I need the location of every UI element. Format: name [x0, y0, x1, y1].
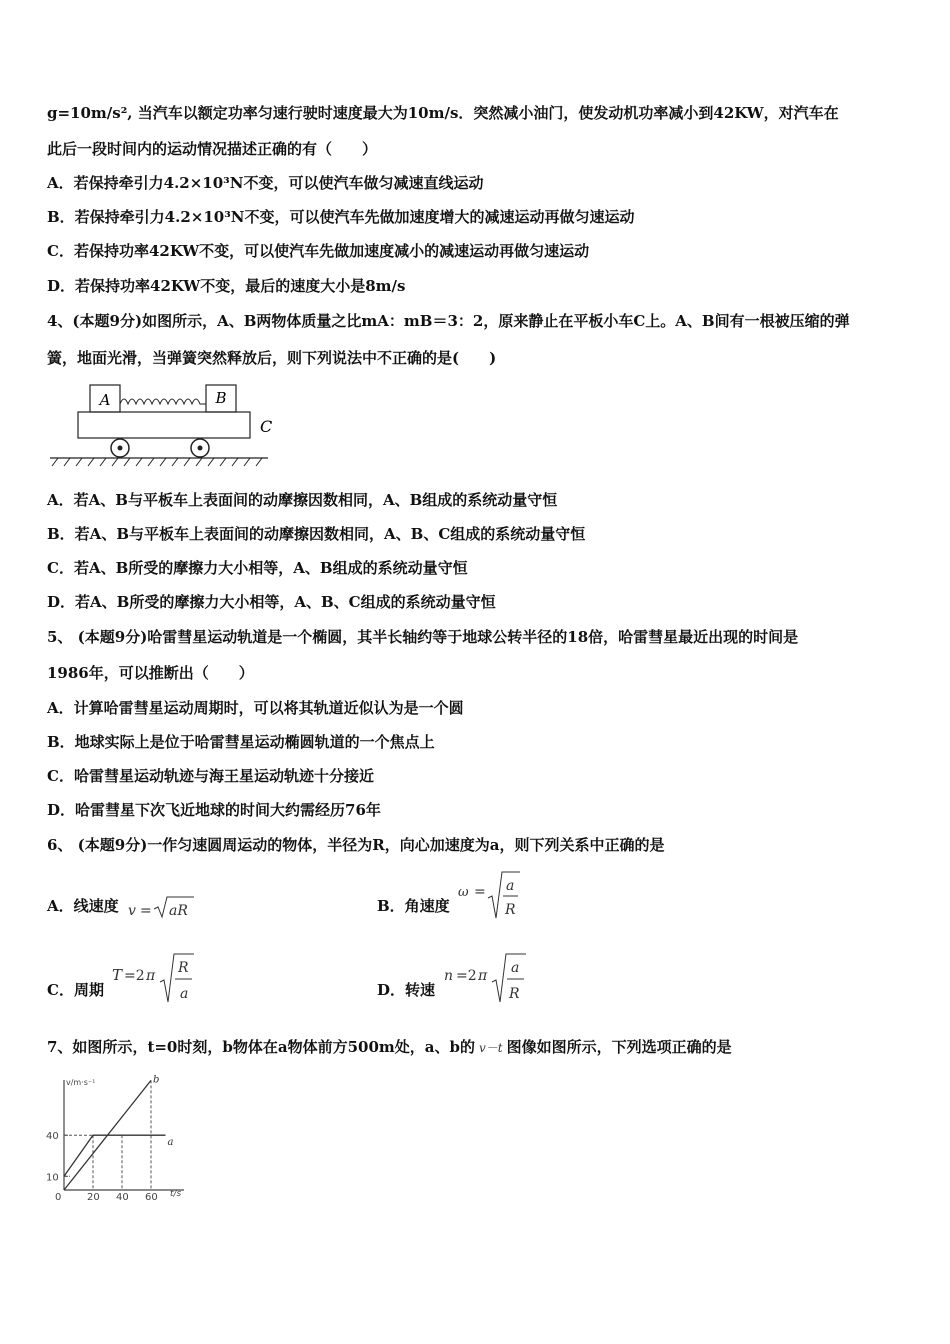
- q3-option-b: B．若保持牵引力4.2×10³N不变，可以使汽车先做加速度增大的减速运动再做匀速运动: [47, 208, 635, 226]
- q6-option-d-label: D．转速: [377, 981, 436, 999]
- series-label-a: a: [167, 1137, 174, 1149]
- vt-chart: [42, 1072, 192, 1200]
- x-tick-label: 60: [145, 1192, 158, 1200]
- svg-text:R: R: [509, 986, 520, 1002]
- q4-stem-line2: 簧，地面光滑，当弹簧突然释放后，则下列说法中不正确的是( ): [47, 349, 497, 367]
- series-label-b: b: [153, 1074, 160, 1086]
- y-tick-label: 10: [46, 1172, 59, 1184]
- svg-text:T: T: [112, 966, 123, 984]
- q6-option-d: [377, 979, 435, 1000]
- svg-text:π: π: [478, 968, 488, 984]
- q5-option-d: D．哈雷彗星下次飞近地球的时间大约需经历76年: [47, 801, 381, 819]
- svg-text:aR: aR: [169, 903, 188, 919]
- q6-option-a-label: A．线速度: [47, 897, 119, 915]
- q5-option-a: A．计算哈雷彗星运动周期时，可以将其轨道近似认为是一个圆: [47, 699, 464, 717]
- ground-hatch: [52, 458, 262, 466]
- x-tick-label: 20: [87, 1192, 100, 1200]
- svg-text:π: π: [146, 968, 156, 984]
- q4-option-d: D．若A、B所受的摩擦力大小相等，A、B、C组成的系统动量守恒: [47, 593, 496, 611]
- q6-formula-d: [442, 952, 532, 1006]
- cart-label: C: [260, 417, 273, 436]
- q6-formula-b: [456, 870, 526, 922]
- svg-text:v: v: [128, 903, 136, 919]
- q6-formula-a: [126, 893, 196, 923]
- svg-text:a: a: [511, 960, 520, 976]
- q7-stem-part1: 7、如图所示，t=0时刻，b物体在a物体前方500m处，a、b的: [47, 1038, 475, 1056]
- q3-option-d: D．若保持功率42KW不变，最后的速度大小是8m/s: [47, 277, 406, 295]
- q5-option-b: B．地球实际上是位于哈雷彗星运动椭圆轨道的一个焦点上: [47, 733, 435, 751]
- q5-stem-line2: 1986年，可以推断出（ ）: [47, 664, 254, 682]
- svg-text:=2: =2: [456, 968, 477, 984]
- q6-option-b: [377, 895, 450, 916]
- q4-stem-line1: 4、(本题9分)如图所示，A、B两物体质量之比mA：mB＝3：2，原来静止在平板小车C上。A、B间有一根被压缩的弹: [47, 312, 850, 330]
- x-tick-label: 40: [116, 1192, 129, 1200]
- q6-option-c: [47, 979, 104, 1000]
- q3-option-c: C．若保持功率42KW不变，可以使汽车先做加速度减小的减速运动再做匀速运动: [47, 242, 590, 260]
- q6-formula-c: [110, 952, 200, 1006]
- q6-option-a: [47, 895, 119, 916]
- q6-option-c-label: C．周期: [47, 981, 104, 999]
- q5-option-c: C．哈雷彗星运动轨迹与海王星运动轨迹十分接近: [47, 767, 374, 785]
- svg-text:=2: =2: [124, 968, 145, 984]
- block-b-label: B: [215, 389, 227, 407]
- x-tick-label: 0: [55, 1192, 62, 1200]
- svg-text:n: n: [444, 968, 454, 984]
- svg-text:R: R: [178, 960, 189, 976]
- q4-option-a: A．若A、B与平板车上表面间的动摩擦因数相同，A、B组成的系统动量守恒: [47, 491, 558, 509]
- q7-vt-symbol: v－t: [478, 1041, 503, 1055]
- q6-option-b-label: B．角速度: [377, 897, 450, 915]
- svg-text:R: R: [505, 902, 516, 918]
- q7-stem-part2: 图像如图所示，下列选项正确的是: [506, 1038, 732, 1056]
- svg-text:ω: ω: [458, 885, 469, 900]
- q4-option-c: C．若A、B所受的摩擦力大小相等，A、B组成的系统动量守恒: [47, 559, 468, 577]
- q4-option-b: B．若A、B与平板车上表面间的动摩擦因数相同，A、B、C组成的系统动量守恒: [47, 525, 586, 543]
- svg-text:a: a: [506, 878, 515, 894]
- cart-body: [78, 412, 250, 438]
- q3-stem-line2: 此后一段时间内的运动情况描述正确的有（ ）: [47, 140, 378, 158]
- y-axis-label: v/m·s⁻¹: [66, 1078, 96, 1087]
- svg-text:a: a: [180, 986, 189, 1002]
- q6-stem: 6、 (本题9分)一作匀速圆周运动的物体，半径为R，向心加速度为a，则下列关系中正确的是: [47, 836, 665, 854]
- svg-text:=: =: [474, 884, 486, 900]
- x-axis-label: t/s: [170, 1189, 182, 1199]
- q3-stem-line1: g=10m/s², 当汽车以额定功率匀速行驶时速度最大为10m/s．突然减小油门，使发动机功率减小到42KW，对汽车在: [47, 104, 839, 122]
- spring: [120, 399, 206, 404]
- cart-spring-figure: [48, 378, 278, 470]
- svg-text:=: =: [140, 903, 152, 919]
- block-a-label: A: [99, 391, 111, 409]
- y-tick-label: 40: [46, 1131, 59, 1143]
- q7-stem: [47, 1037, 732, 1058]
- q5-stem-line1: 5、 (本题9分)哈雷彗星运动轨道是一个椭圆，其半长轴约等于地球公转半径的18倍，哈雷彗星最近出现的时间是: [47, 628, 799, 646]
- q3-option-a: A．若保持牵引力4.2×10³N不变，可以使汽车做匀减速直线运动: [47, 174, 484, 192]
